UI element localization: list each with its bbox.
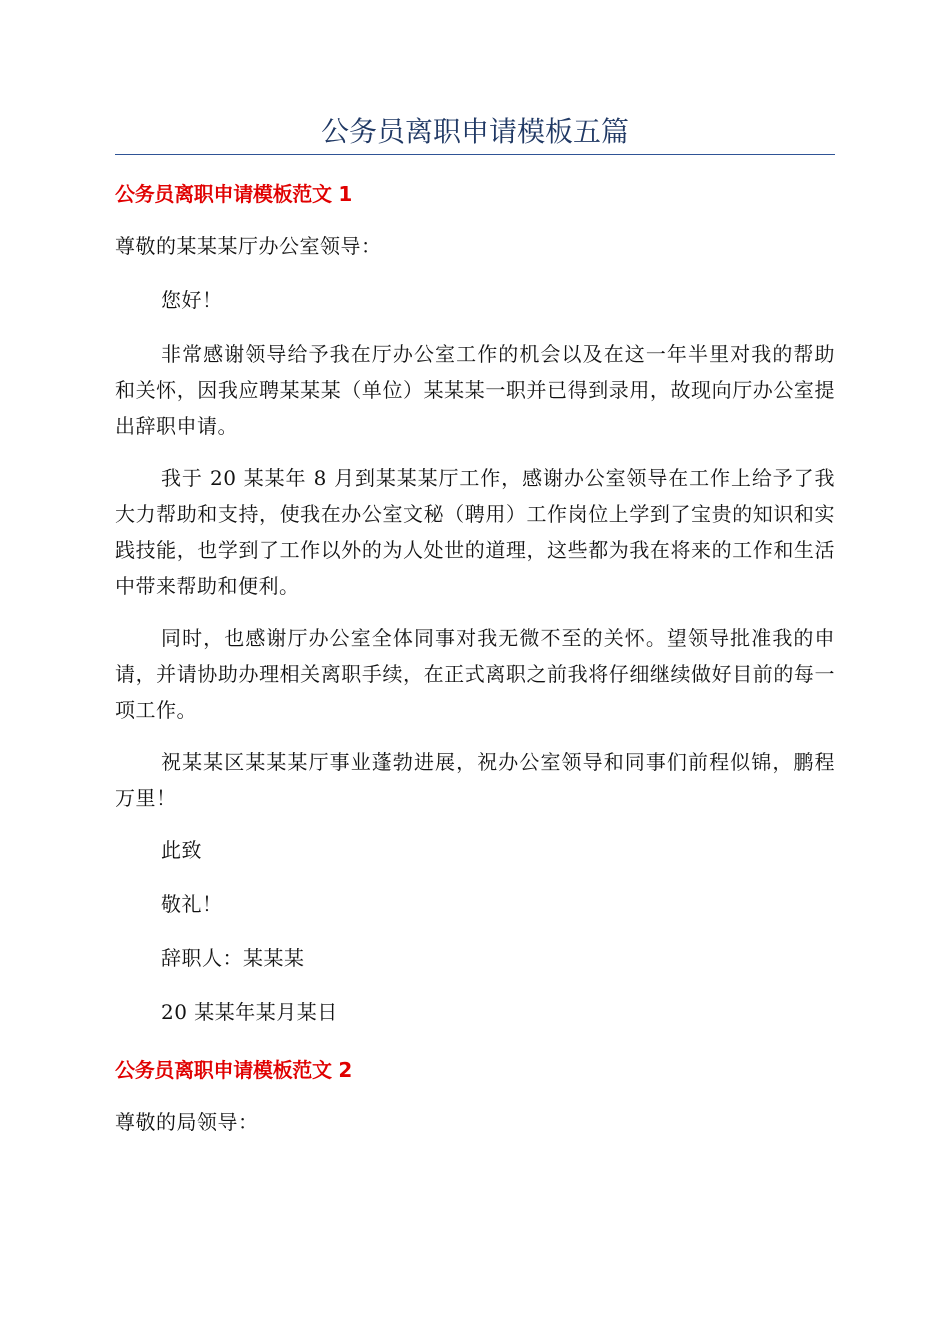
- document-title: 公务员离职申请模板五篇: [320, 115, 629, 148]
- section-heading: 公务员离职申请模板范文 2: [115, 1058, 352, 1082]
- greeting-paragraph: 您好！: [161, 288, 223, 312]
- salutation: 尊敬的局领导：: [115, 1110, 259, 1134]
- section-1: [115, 174, 835, 1032]
- body-paragraph: 我于 20 某某年 8 月到某某某厅工作，感谢办公室领导在工作上给予了我大力帮助和支持，使我在办公室文秘（聘用）工作岗位上学到了宝贵的知识和实践技能，也学到了工作以外的为人处世的道理，这些都为我在将来的工作和生活中带来帮助和便利。: [115, 466, 835, 598]
- title-underline: [115, 154, 835, 155]
- date-line: 20 某某年某月某日: [161, 1000, 338, 1024]
- salutation: 尊敬的某某某厅办公室领导：: [115, 234, 382, 258]
- body-paragraph: 非常感谢领导给予我在厅办公室工作的机会以及在这一年半里对我的帮助和关怀，因我应聘某某某（单位）某某某一职并已得到录用，故现向厅办公室提出辞职申请。: [115, 342, 835, 438]
- signature-line: 辞职人：某某某: [161, 946, 305, 970]
- body-paragraph: 同时，也感谢厅办公室全体同事对我无微不至的关怀。望领导批准我的申请，并请协助办理相关离职手续，在正式离职之前我将仔细继续做好目前的每一项工作。: [115, 626, 835, 722]
- body-paragraph: 祝某某区某某某厅事业蓬勃进展，祝办公室领导和同事们前程似锦，鹏程万里！: [115, 750, 835, 810]
- closing-line: 此致: [161, 838, 202, 862]
- closing-line: 敬礼！: [161, 892, 223, 916]
- section-2: [115, 1050, 835, 1142]
- document-body: [115, 174, 835, 1142]
- section-heading: 公务员离职申请模板范文 1: [115, 182, 352, 206]
